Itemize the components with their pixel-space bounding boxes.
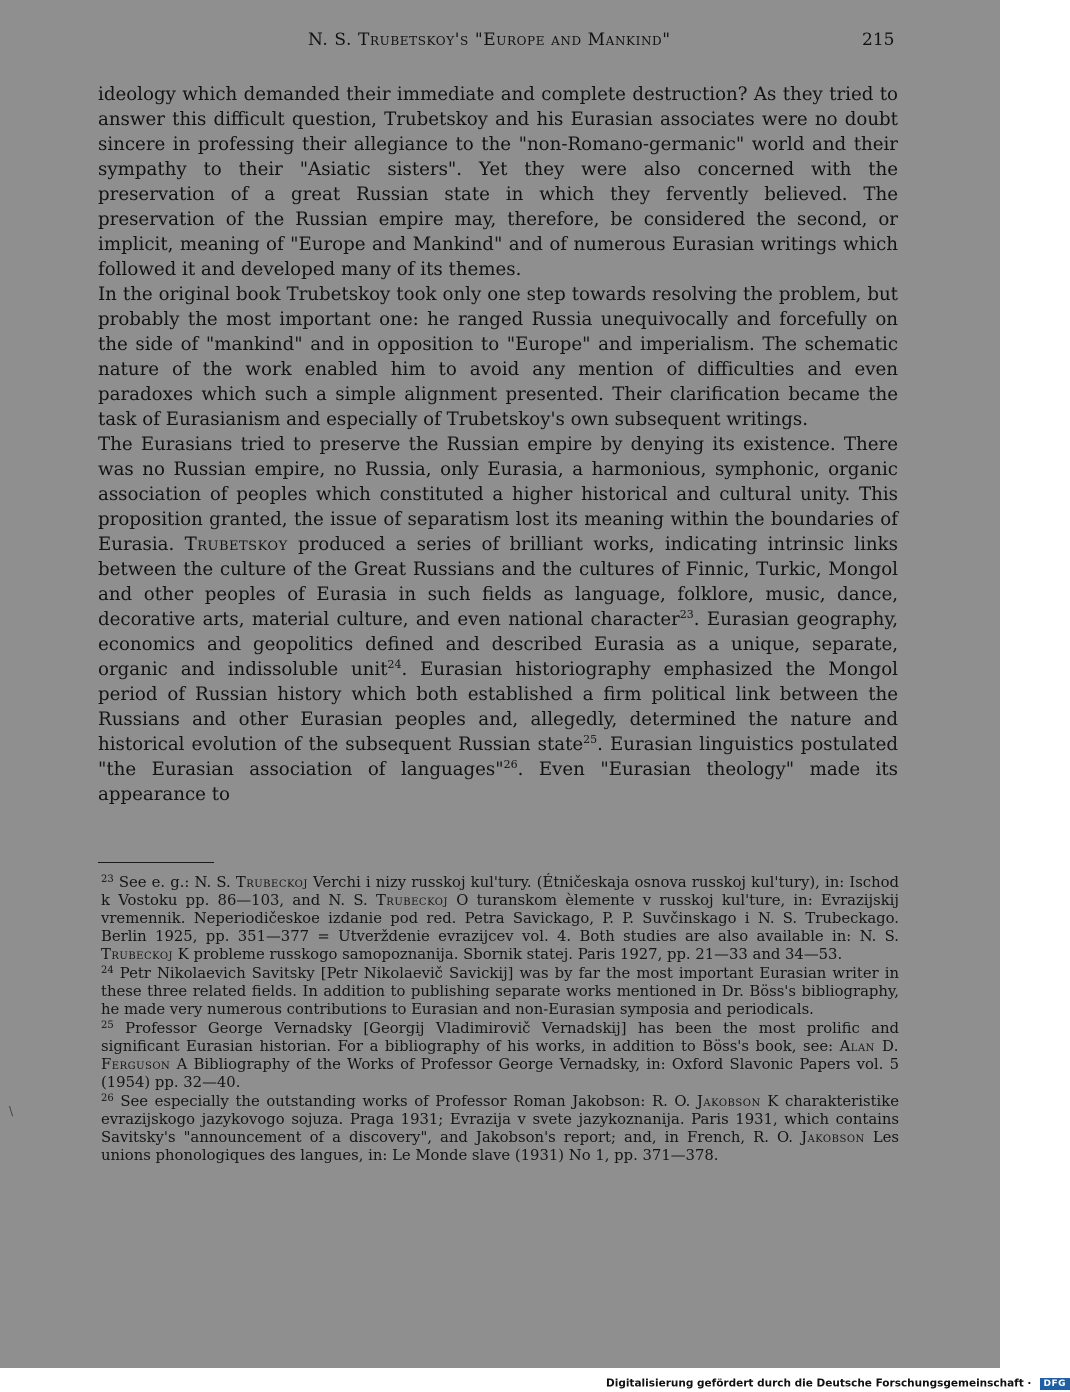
footnote-number: 26 bbox=[101, 1093, 114, 1104]
dfg-logo: DFG bbox=[1040, 1378, 1070, 1390]
author-name: Trubeckoj bbox=[375, 892, 448, 909]
text-run: . Eurasian linguistics postulated "the Eurasian association of languages" bbox=[98, 734, 898, 780]
footnote-ref-26: 26 bbox=[503, 758, 518, 771]
author-name: Trubeckoj bbox=[235, 874, 308, 891]
text-run: See especially the outstanding works of Professor Roman Jakobson: R. O. bbox=[113, 1093, 697, 1110]
footnote-number: 24 bbox=[101, 965, 114, 976]
text-run: See e. g.: N. S. bbox=[113, 874, 236, 891]
paragraph-1: ideology which demanded their immediate and complete destruction? As they tried to answer this difficult question, Trubetskoy and his Eurasian associates were no doubt sincere in professing their allegiance to the "non-Romano-germanic" world and their sympathy to their "Asiatic sisters". Yet they were also concerned with the preservation of a great Russian state in which they fervently believed. The preservation of the Russian empire may, therefore, be considered the second, or implicit, meaning of "Europe and Mankind" and of numerous Eurasian writings which followed it and developed many of its themes. bbox=[98, 84, 898, 280]
text-run: K probleme russkogo samopoznanija. Sbornik statej. Paris 1927, pp. 21—33 and 34—53. bbox=[173, 946, 843, 963]
footnote-ref-23: 23 bbox=[679, 608, 694, 621]
text-run: O turanskom èlemente v russkoj kul'ture, in: Evrazijskij vremennik. Neperiodičeskoe izdanie pod red. Petra Savickago, P. P. Suvčinskago i N. S. Trubeckago. Berlin 1925, pp. 351—377 = Utverždenie evrazijcev vol. 4. Both studies are also available in: N. S. bbox=[101, 892, 899, 945]
text-run: Petr Nikolaevich Savitsky [Petr Nikolaevič Savickij] was by far the most important Eurasian writer in these three related fields. In addition to publishing separate works mentioned in Dr. Böss's bibliography, he made very numerous contributions to Eurasian and non-Eurasian symposia and periodicals. bbox=[101, 965, 899, 1018]
paragraph-2: In the original book Trubetskoy took only one step towards resolving the problem, but probably the most important one: he ranged Russia unequivocally and forcefully on the side of "mankind" and in opposition to "Europe" and imperialism. The schematic nature of the work enabled him to avoid any mention of difficulties and even paradoxes which such a simple alignment presented. Their clarification became the task of Eurasianism and especially of Trubetskoy's own subsequent writings. bbox=[98, 284, 898, 430]
footnotes bbox=[101, 874, 899, 1166]
footnote-25 bbox=[101, 1020, 899, 1092]
footnote-ref-24: 24 bbox=[387, 658, 402, 671]
author-name: Alan D. Ferguson bbox=[101, 1038, 899, 1073]
author-name: Jakobson bbox=[801, 1129, 865, 1146]
footer-text: Digitalisierung gefördert durch die Deutsche Forschungsgemeinschaft · bbox=[606, 1377, 1032, 1390]
footnote-ref-25: 25 bbox=[583, 733, 598, 746]
paragraph-3 bbox=[98, 432, 898, 807]
text-run: . Eurasian geography, economics and geopolitics defined and described Eurasia as a unique, separate, organic and indissoluble unit bbox=[98, 609, 899, 680]
text-run: Les unions phonologiques des langues, in: Le Monde slave (1931) No 1, pp. 371—378. bbox=[101, 1129, 899, 1164]
main-text bbox=[98, 82, 898, 807]
running-head bbox=[0, 30, 1000, 56]
author-name: Trubeckoj bbox=[101, 946, 174, 963]
margin-mark: \ bbox=[9, 1104, 14, 1118]
footnote-number: 25 bbox=[101, 1020, 114, 1031]
footnote-24 bbox=[101, 965, 899, 1019]
text-run: produced a series of brilliant works, indicating intrinsic links between the culture of the Great Russians and the cultures of Finnic, Turkic, Mongol and other peoples of Eurasia in such fields as language, folklore, music, dance, decorative arts, material culture, and even national character bbox=[98, 534, 898, 630]
footnote-number: 23 bbox=[101, 874, 114, 885]
running-title: N. S. Trubetskoy's "Europe and Mankind" bbox=[308, 30, 671, 50]
footnote-rule bbox=[98, 862, 214, 863]
text-run: Professor George Vernadsky [Georgij Vladimirovič Vernadskij] has been the most prolific and significant Eurasian historian. For a bibliography of his works, in addition to Böss's book, see: bbox=[101, 1020, 899, 1055]
text-run: A Bibliography of the Works of Professor George Vernadsky, in: Oxford Slavonic Papers vol. 5 (1954) pp. 32—40. bbox=[101, 1056, 899, 1091]
digitization-footer bbox=[606, 1373, 1070, 1389]
author-name: Jakobson bbox=[697, 1093, 761, 1110]
text-run: The Eurasians tried to preserve the Russian empire by denying its existence. There was no Russian empire, no Russia, only Eurasia, a harmonious, symphonic, organic association of peoples which constituted a higher historical and cultural unity. This proposition granted, the issue of separatism lost its meaning within the boundaries of Eurasia. bbox=[98, 434, 898, 555]
text-run: . Even "Eurasian theology" made its appearance to bbox=[98, 759, 898, 805]
text-run: Verchi i nizy russkoj kul'tury. (Étničeskaja osnova russkoj kul'tury), in: Ischod k Vostoku pp. 86—103, and N. S. bbox=[101, 874, 899, 909]
page-number: 215 bbox=[862, 30, 895, 50]
text-run: . Eurasian historiography emphasized the Mongol period of Russian history which both established a firm political link between the Russians and other Eurasian peoples and, allegedly, determined the nature and historical evolution of the subsequent Russian state bbox=[98, 659, 898, 755]
footnote-23 bbox=[101, 874, 899, 964]
footnote-26 bbox=[101, 1093, 899, 1165]
text-run: K charakteristike evrazijskogo jazykovogo sojuza. Praga 1931; Evrazija v svete jazykoznanija. Paris 1931, which contains Savitsky's "announcement of a discovery", and Jakobson's report; and, in French, R. O. bbox=[101, 1093, 899, 1146]
author-name: Trubetskoy bbox=[184, 534, 288, 555]
